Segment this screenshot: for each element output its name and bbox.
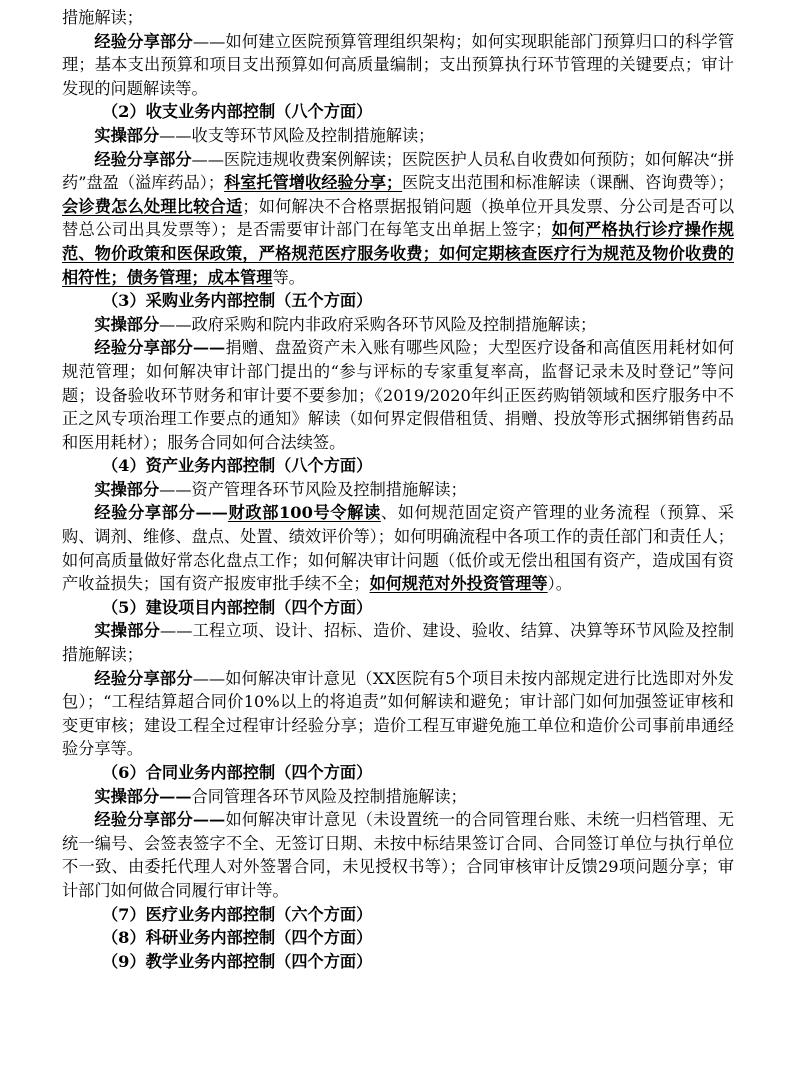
- text-run: 合同管理各环节风险及控制措施解读；: [191, 786, 467, 806]
- text-run: 捐赠、盘盈资产未入账有哪些风险；大型医疗设备和高值医用耗材如何规范管理；如何解决审计部门提出的“参与评标的专家重复率高，监督记录未及时登记”等问题；设备验收环节财务和审计要不要参加；《2019/2020年纠正医药购销领域和医疗服务中不正之风专项治理工作要点的通知》解读（如何界定假借租赁、捐赠、投放等形式捆绑销售药品和医用耗材）；服务合同如何合法续签。: [62, 338, 735, 452]
- text-run: ——如何解决审计意见（XX医院有5个项目未按内部规定进行比选即对外发包）；“工程结算超合同价10%以上的将追责”如何解读和避免；审计部门如何加强签证审核和变更审核；建设工程全过程审计经验分享；造价工程互审避免施工单位和造价公司事前串通经验分享等。: [62, 668, 734, 759]
- text-run: 如何解决审计意见（未设置统一的合同管理台账、未统一归档管理、无统一编号、会签表签字不全、无签订日期、未按中标结果签订合同、合同签订单位与执行单位不一致、由委托代理人对外签署合同，未见授权书等）；合同审核审计反馈29项问题分享；审计部门如何做合同履行审计等。: [62, 810, 735, 900]
- section-heading: [62, 454, 734, 478]
- bold-label: 实操部分: [94, 621, 161, 641]
- paragraph: [62, 501, 734, 595]
- bold-label: （7）医疗业务内部控制（六个方面）: [102, 904, 373, 924]
- section-heading: [62, 761, 734, 785]
- bold-label: （9）教学业务内部控制（四个方面）: [102, 951, 373, 971]
- section-heading: [62, 926, 734, 950]
- section-heading: [62, 100, 734, 124]
- bold-label: （5）建设项目内部控制（四个方面）: [102, 597, 373, 617]
- paragraph: [62, 148, 734, 290]
- text-run: 措施解读；: [62, 8, 143, 27]
- paragraph: [62, 30, 734, 101]
- paragraph: [62, 313, 734, 337]
- text-run: ——政府采购和院内非政府采购各环节风险及控制措施解读；: [159, 314, 597, 334]
- section-heading: [62, 950, 734, 974]
- paragraph: [62, 6, 734, 30]
- bold-label: （3）采购业务内部控制（五个方面）: [102, 291, 373, 311]
- text-run: ）。: [547, 574, 572, 594]
- paragraph: [62, 336, 734, 454]
- section-heading: [62, 289, 734, 313]
- text-run: ——资产管理各环节风险及控制措施解读；: [159, 479, 467, 499]
- text-run: ；如何解决不合格票据报销问题（换单位开具发票、分公司是否可以替总公司出具发票等）；是否需要审计部门在每笔支出单据上签字；: [62, 196, 735, 240]
- paragraph: [62, 124, 734, 148]
- text-run: 、如何规范固定资产管理的业务流程（预算、采购、调剂、维修、盘点、处置、绩效评价等）；如何明确流程中各项工作的责任部门和责任人；如何高质量做好常态化盘点工作；如何解决审计问题（低价或无偿出租国有资产，造成国有资产收益损失；国有资产报废审批手续不全；: [62, 503, 735, 594]
- bold-label: 经验分享部分: [94, 149, 192, 169]
- underlined-emphasis: 如何严格执行诊疗操作规范、物价政策和医保政策，严格规范医疗服务收费；如何定期核查医疗行为规范及物价收费的相符性；债务管理；成本管理: [62, 220, 734, 287]
- bold-label: 实操部分: [94, 314, 160, 334]
- bold-label: 实操部分: [94, 479, 160, 499]
- section-heading: [62, 596, 734, 620]
- bold-label: 经验分享部分: [94, 31, 193, 51]
- text-run: ——收支等环节风险及控制措施解读；: [159, 125, 435, 145]
- bold-label: （8）科研业务内部控制（四个方面）: [102, 928, 373, 948]
- underlined-emphasis: 科室托管增收经验分享；: [224, 173, 403, 193]
- paragraph: [62, 619, 734, 666]
- text-run: 等。: [272, 267, 305, 287]
- bold-label: 经验分享部分——: [94, 503, 228, 523]
- underlined-emphasis: 如何规范对外投资管理等: [369, 574, 548, 594]
- text-run: ——工程立项、设计、招标、造价、建设、验收、结算、决算等环节风险及控制措施解读；: [62, 621, 735, 665]
- paragraph: [62, 785, 734, 809]
- bold-label: 经验分享部分——: [94, 338, 226, 358]
- text-run: ——医院违规收费案例解读；医院医护人员私自收费如何预防；如何解决“拼药”盘盈（溢库药品）；: [62, 149, 735, 193]
- paragraph: [62, 808, 734, 902]
- underlined-emphasis: 会诊费怎么处理比较合适: [62, 196, 243, 216]
- section-heading: [62, 903, 734, 927]
- bold-label: 实操部分——: [94, 786, 192, 806]
- text-run: ——如何建立医院预算管理组织架构；如何实现职能部门预算归口的科学管理；基本支出预算和项目支出预算如何高质量编制；支出预算执行环节管理的关键要点；审计发现的问题解读等。: [62, 31, 735, 98]
- bold-label: （6）合同业务内部控制（四个方面）: [102, 763, 373, 782]
- text-run: 医院支出范围和标准解读（课酬、咨询费等）；: [402, 173, 734, 193]
- underlined-emphasis: 财政部100号令解读: [227, 503, 381, 523]
- bold-label: （4）资产业务内部控制（八个方面）: [102, 456, 373, 476]
- bold-label: 经验分享部分——: [94, 810, 226, 830]
- paragraph: [62, 667, 734, 761]
- bold-label: （2）收支业务内部控制（八个方面）: [102, 102, 373, 122]
- document-body: [62, 6, 734, 973]
- paragraph: [62, 478, 734, 502]
- bold-label: 实操部分: [94, 125, 160, 145]
- bold-label: 经验分享部分: [94, 668, 193, 688]
